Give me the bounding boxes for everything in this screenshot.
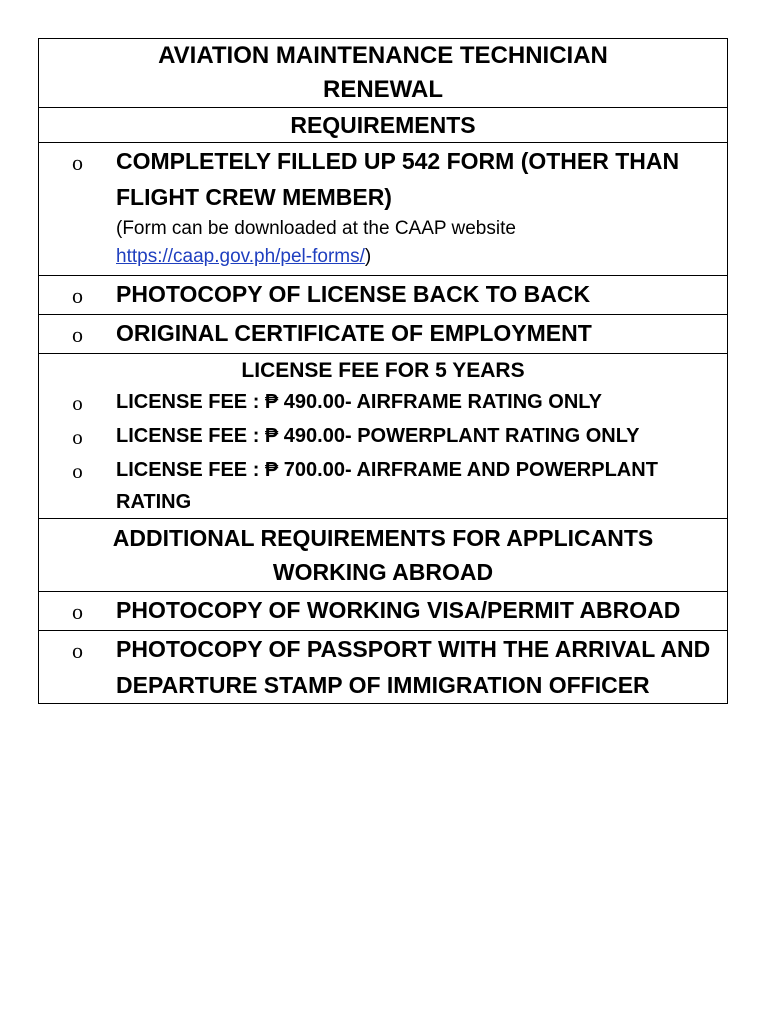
list-item (39, 143, 727, 275)
fee-row (39, 354, 728, 519)
requirement-text: ORIGINAL CERTIFICATE OF EMPLOYMENT (116, 320, 592, 346)
title-row (39, 39, 728, 108)
additional-cell (39, 631, 728, 704)
title-line-1: AVIATION MAINTENANCE TECHNICIAN (158, 42, 608, 69)
fee-item (39, 386, 727, 420)
requirement-note (116, 215, 713, 275)
title-cell (39, 39, 728, 108)
list-item (39, 592, 727, 630)
bullet-icon: o (72, 150, 83, 175)
requirement-row (39, 143, 728, 276)
bullet-icon: o (72, 599, 83, 624)
bullet-icon: o (72, 322, 83, 347)
list-item (39, 276, 727, 314)
requirements-heading: REQUIREMENTS (39, 108, 728, 143)
note-close: ) (364, 246, 372, 267)
fee-text: LICENSE FEE : ₱ 700.00- AIRFRAME AND POWERPLANT RATING (116, 459, 658, 513)
requirement-row (39, 276, 728, 315)
pel-forms-link[interactable]: https://caap.gov.ph/pel-forms/ (116, 246, 365, 267)
additional-row (39, 631, 728, 704)
requirements-table (38, 38, 728, 704)
requirement-cell (39, 315, 728, 354)
bullet-icon: o (72, 283, 83, 308)
additional-text: PHOTOCOPY OF PASSPORT WITH THE ARRIVAL AND DEPARTURE STAMP OF IMMIGRATION OFFICER (116, 636, 711, 698)
fee-heading: LICENSE FEE FOR 5 YEARS (241, 359, 525, 382)
fee-text: LICENSE FEE : ₱ 490.00- POWERPLANT RATING ONLY (116, 425, 640, 447)
requirement-text: PHOTOCOPY OF LICENSE BACK TO BACK (116, 281, 591, 307)
requirement-cell (39, 276, 728, 315)
note-text: (Form can be downloaded at the CAAP website (116, 218, 516, 239)
fee-text: LICENSE FEE : ₱ 490.00- AIRFRAME RATING ONLY (116, 391, 603, 413)
additional-text: PHOTOCOPY OF WORKING VISA/PERMIT ABROAD (116, 597, 681, 623)
list-item (39, 315, 727, 353)
bullet-icon: o (72, 391, 83, 415)
bullet-icon: o (72, 638, 83, 663)
requirement-text: COMPLETELY FILLED UP 542 FORM (OTHER THAN FLIGHT CREW MEMBER) (116, 148, 680, 210)
requirements-heading-row (39, 108, 728, 143)
bullet-icon: o (72, 425, 83, 449)
additional-heading-row (39, 519, 728, 592)
additional-cell (39, 592, 728, 631)
bullet-icon: o (72, 459, 83, 483)
list-item (39, 631, 727, 703)
requirement-row (39, 315, 728, 354)
title-line-2: RENEWAL (323, 76, 443, 103)
additional-heading: ADDITIONAL REQUIREMENTS FOR APPLICANTS WORKING ABROAD (39, 519, 728, 592)
fee-item (39, 454, 727, 518)
requirement-cell (39, 143, 728, 276)
fee-cell (39, 354, 728, 519)
additional-row (39, 592, 728, 631)
fee-item (39, 420, 727, 454)
